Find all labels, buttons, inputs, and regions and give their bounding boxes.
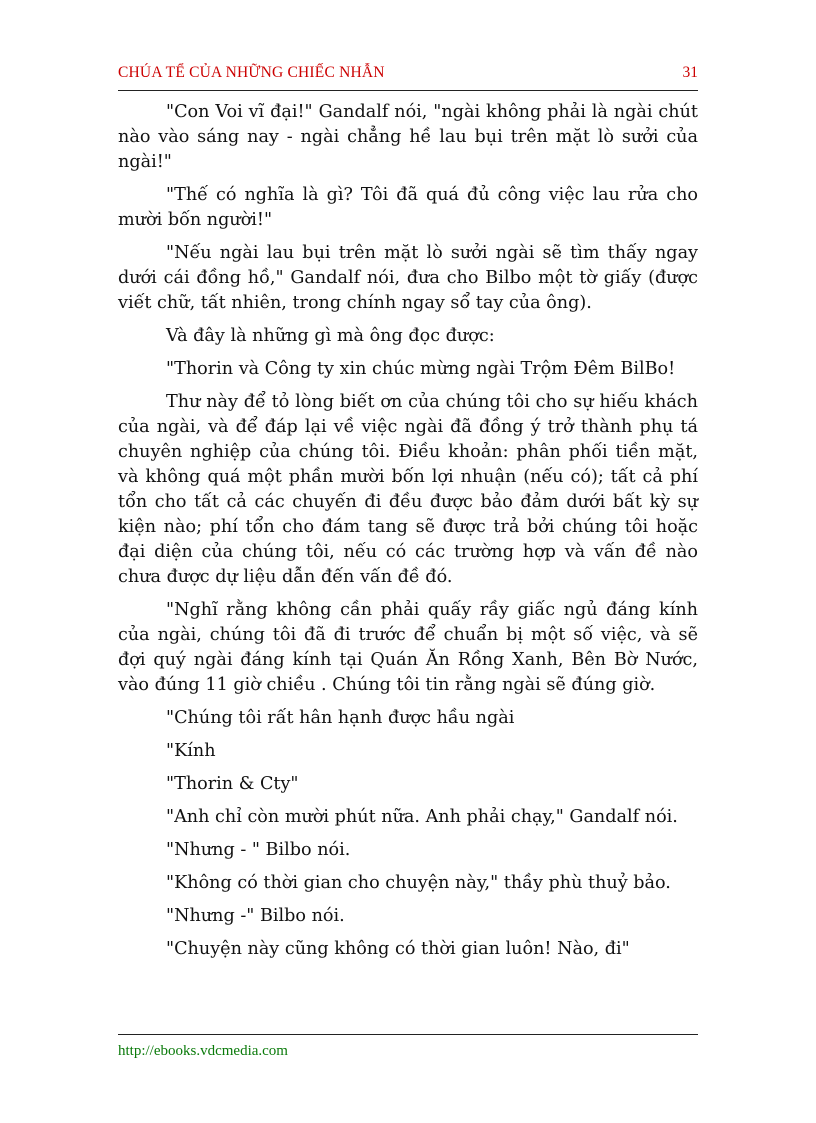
page-body — [118, 100, 698, 970]
paragraph: "Nhưng -" Bilbo nói. — [166, 906, 345, 926]
paragraph: Thư này để tỏ lòng biết ơn của chúng tôi cho sự hiếu khách của ngài, và để đáp lại về việc ngài đã đồng ý trở thành phụ tá chuyên nghiệp của chúng tôi. Điều khoản: phân phối tiền mặt, và không quá một phần mười bốn lợi nhuận (nếu có); tất cả phí tổn cho tất cả các chuyến đi đều được bảo đảm dưới bất kỳ sự kiện nào; phí tổn cho đám tang sẽ được trả bởi chúng tôi hoặc đại diện của chúng tôi, nếu có các trường hợp và vấn đề nào chưa được dự liệu dẫn đến vấn đề đó. — [118, 392, 698, 587]
page-number: 31 — [682, 64, 698, 81]
footer-divider — [118, 1034, 698, 1035]
paragraph: "Kính — [166, 741, 216, 761]
page-header — [118, 58, 698, 91]
paragraph: "Thorin & Cty" — [166, 774, 299, 794]
paragraph: "Anh chỉ còn mười phút nữa. Anh phải chạy," Gandalf nói. — [166, 807, 678, 827]
paragraph: "Không có thời gian cho chuyện này," thầy phù thuỷ bảo. — [166, 873, 671, 893]
paragraph: "Nghĩ rằng không cần phải quấy rầy giấc ngủ đáng kính của ngài, chúng tôi đã đi trước để chuẩn bị một số việc, và sẽ đợi quý ngài đáng kính tại Quán Ăn Rồng Xanh, Bên Bờ Nước, vào đúng 11 giờ chiều . Chúng tôi tin rằng ngài sẽ đúng giờ. — [118, 600, 698, 695]
paragraph: "Nhưng - " Bilbo nói. — [166, 840, 351, 860]
book-title: CHÚA TỂ CỦA NHỮNG CHIẾC NHẪN — [118, 64, 385, 81]
paragraph: "Chúng tôi rất hân hạnh được hầu ngài — [166, 708, 515, 728]
paragraph: "Con Voi vĩ đại!" Gandalf nói, "ngài không phải là ngài chút nào vào sáng nay - ngài chẳng hề lau bụi trên mặt lò sưởi của ngài!" — [118, 102, 698, 172]
footer-url-link[interactable]: http://ebooks.vdcmedia.com — [118, 1043, 288, 1059]
paragraph: "Chuyện này cũng không có thời gian luôn! Nào, đi" — [166, 939, 630, 959]
paragraph: "Thorin và Công ty xin chúc mừng ngài Trộm Đêm BilBo! — [166, 359, 676, 379]
paragraph: Và đây là những gì mà ông đọc được: — [166, 326, 495, 346]
paragraph: "Nếu ngài lau bụi trên mặt lò sưởi ngài sẽ tìm thấy ngay dưới cái đồng hồ," Gandalf nói, đưa cho Bilbo một tờ giấy (được viết chữ, tất nhiên, trong chính ngay sổ tay của ông). — [118, 243, 698, 313]
paragraph: "Thế có nghĩa là gì? Tôi đã quá đủ công việc lau rửa cho mười bốn người!" — [118, 185, 698, 230]
